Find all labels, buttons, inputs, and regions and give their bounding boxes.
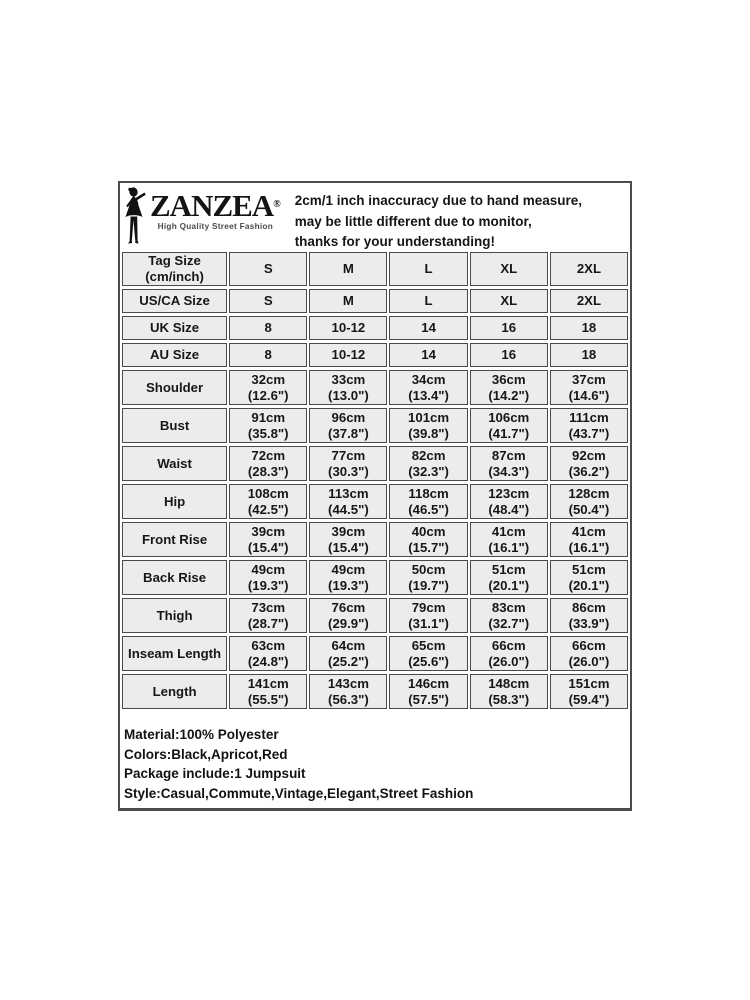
size-cell: 51cm (20.1") xyxy=(550,560,628,595)
table-row xyxy=(122,252,628,286)
size-cell: 14 xyxy=(389,316,467,340)
measurement-disclaimer xyxy=(295,191,582,253)
size-cell: 41cm (16.1") xyxy=(470,522,548,557)
size-cell: 151cm (59.4") xyxy=(550,674,628,709)
size-cell: 64cm (25.2") xyxy=(309,636,387,671)
brand-header xyxy=(120,183,630,249)
woman-silhouette-icon xyxy=(122,187,149,245)
size-cell: 50cm (19.7") xyxy=(389,560,467,595)
size-cell: 83cm (32.7") xyxy=(470,598,548,633)
size-cell: L xyxy=(389,252,467,286)
size-cell: 39cm (15.4") xyxy=(229,522,307,557)
size-cell: 143cm (56.3") xyxy=(309,674,387,709)
size-cell: 49cm (19.3") xyxy=(229,560,307,595)
material-line: Material:100% Polyester xyxy=(124,727,279,742)
table-row xyxy=(122,408,628,443)
product-details xyxy=(120,712,630,803)
disclaimer-line: thanks for your understanding! xyxy=(294,234,495,249)
size-cell: 96cm (37.8") xyxy=(309,408,387,443)
size-cell: 37cm (14.6") xyxy=(550,370,628,405)
size-cell: 113cm (44.5") xyxy=(309,484,387,519)
row-label: Length xyxy=(122,674,227,709)
disclaimer-line: may be little different due to monitor, xyxy=(294,213,532,229)
size-cell: 111cm (43.7") xyxy=(550,408,628,443)
size-cell: 87cm (34.3") xyxy=(470,446,548,481)
row-label: Inseam Length xyxy=(122,636,227,671)
size-cell: 16 xyxy=(470,316,548,340)
table-row xyxy=(122,522,628,557)
size-cell: 32cm (12.6") xyxy=(229,370,307,405)
size-cell: 34cm (13.4") xyxy=(389,370,467,405)
row-label: Front Rise xyxy=(122,522,227,557)
size-cell: 101cm (39.8") xyxy=(389,408,467,443)
size-cell: 40cm (15.7") xyxy=(389,522,467,557)
size-cell: 14 xyxy=(389,343,467,367)
size-cell: 2XL xyxy=(550,289,628,313)
row-label: Waist xyxy=(122,446,227,481)
table-row xyxy=(122,316,628,340)
size-cell: 18 xyxy=(550,316,628,340)
size-cell: M xyxy=(309,252,387,286)
row-label: AU Size xyxy=(122,343,227,367)
size-cell: 148cm (58.3") xyxy=(470,674,548,709)
size-cell: 141cm (55.5") xyxy=(229,674,307,709)
size-cell: 10-12 xyxy=(309,316,387,340)
row-label: Hip xyxy=(122,484,227,519)
size-cell: 41cm (16.1") xyxy=(550,522,628,557)
style-line: Style:Casual,Commute,Vintage,Elegant,Street Fashion xyxy=(124,785,474,801)
size-cell: 18 xyxy=(550,343,628,367)
size-cell: 10-12 xyxy=(309,343,387,367)
size-cell: 33cm (13.0") xyxy=(309,370,387,405)
size-cell: 108cm (42.5") xyxy=(229,484,307,519)
row-label: Tag Size (cm/inch) xyxy=(122,252,227,286)
table-row xyxy=(122,598,628,633)
brand-name xyxy=(150,188,281,223)
size-cell: 72cm (28.3") xyxy=(229,446,307,481)
size-cell: L xyxy=(389,289,467,313)
table-row xyxy=(122,560,628,595)
size-cell: 8 xyxy=(229,343,307,367)
row-label: Back Rise xyxy=(122,560,227,595)
brand-text xyxy=(150,187,281,245)
row-label: Shoulder xyxy=(122,370,227,405)
disclaimer-line: 2cm/1 inch inaccuracy due to hand measure, xyxy=(294,193,583,208)
chart-panel xyxy=(118,181,632,811)
size-cell: 128cm (50.4") xyxy=(550,484,628,519)
brand-name-text: ZANZEA xyxy=(150,188,274,223)
size-cell: 77cm (30.3") xyxy=(309,446,387,481)
size-cell: 36cm (14.2") xyxy=(470,370,548,405)
size-cell: 106cm (41.7") xyxy=(470,408,548,443)
size-cell: 92cm (36.2") xyxy=(550,446,628,481)
size-cell: 49cm (19.3") xyxy=(309,560,387,595)
table-row xyxy=(122,674,628,709)
row-label: US/CA Size xyxy=(122,289,227,313)
size-cell: 76cm (29.9") xyxy=(309,598,387,633)
package-line: Package include:1 Jumpsuit xyxy=(124,766,306,781)
table-row xyxy=(122,343,628,367)
table-row xyxy=(122,370,628,405)
size-cell: S xyxy=(229,252,307,286)
table-row xyxy=(122,484,628,519)
size-cell: 146cm (57.5") xyxy=(389,674,467,709)
brand-tagline: High Quality Street Fashion xyxy=(157,222,274,231)
size-cell: 51cm (20.1") xyxy=(470,560,548,595)
size-cell: 2XL xyxy=(550,252,628,286)
size-cell: 16 xyxy=(470,343,548,367)
size-cell: 86cm (33.9") xyxy=(550,598,628,633)
size-cell: 73cm (28.7") xyxy=(229,598,307,633)
size-cell: 66cm (26.0") xyxy=(550,636,628,671)
size-cell: S xyxy=(229,289,307,313)
size-cell: 82cm (32.3") xyxy=(389,446,467,481)
brand-logo xyxy=(122,187,281,245)
row-label: Bust xyxy=(122,408,227,443)
row-label: UK Size xyxy=(122,316,227,340)
size-table-body xyxy=(122,252,628,709)
size-cell: 8 xyxy=(229,316,307,340)
size-cell: XL xyxy=(470,289,548,313)
table-row xyxy=(122,446,628,481)
colors-line: Colors:Black,Apricot,Red xyxy=(124,746,288,762)
size-cell: XL xyxy=(470,252,548,286)
size-cell: M xyxy=(309,289,387,313)
registered-mark: ® xyxy=(273,199,281,210)
table-row xyxy=(122,636,628,671)
size-cell: 66cm (26.0") xyxy=(470,636,548,671)
row-label: Thigh xyxy=(122,598,227,633)
size-cell: 65cm (25.6") xyxy=(389,636,467,671)
size-cell: 63cm (24.8") xyxy=(229,636,307,671)
size-cell: 39cm (15.4") xyxy=(309,522,387,557)
size-cell: 118cm (46.5") xyxy=(389,484,467,519)
size-cell: 91cm (35.8") xyxy=(229,408,307,443)
size-cell: 123cm (48.4") xyxy=(470,484,548,519)
size-table xyxy=(120,249,630,712)
table-row xyxy=(122,289,628,313)
size-cell: 79cm (31.1") xyxy=(389,598,467,633)
